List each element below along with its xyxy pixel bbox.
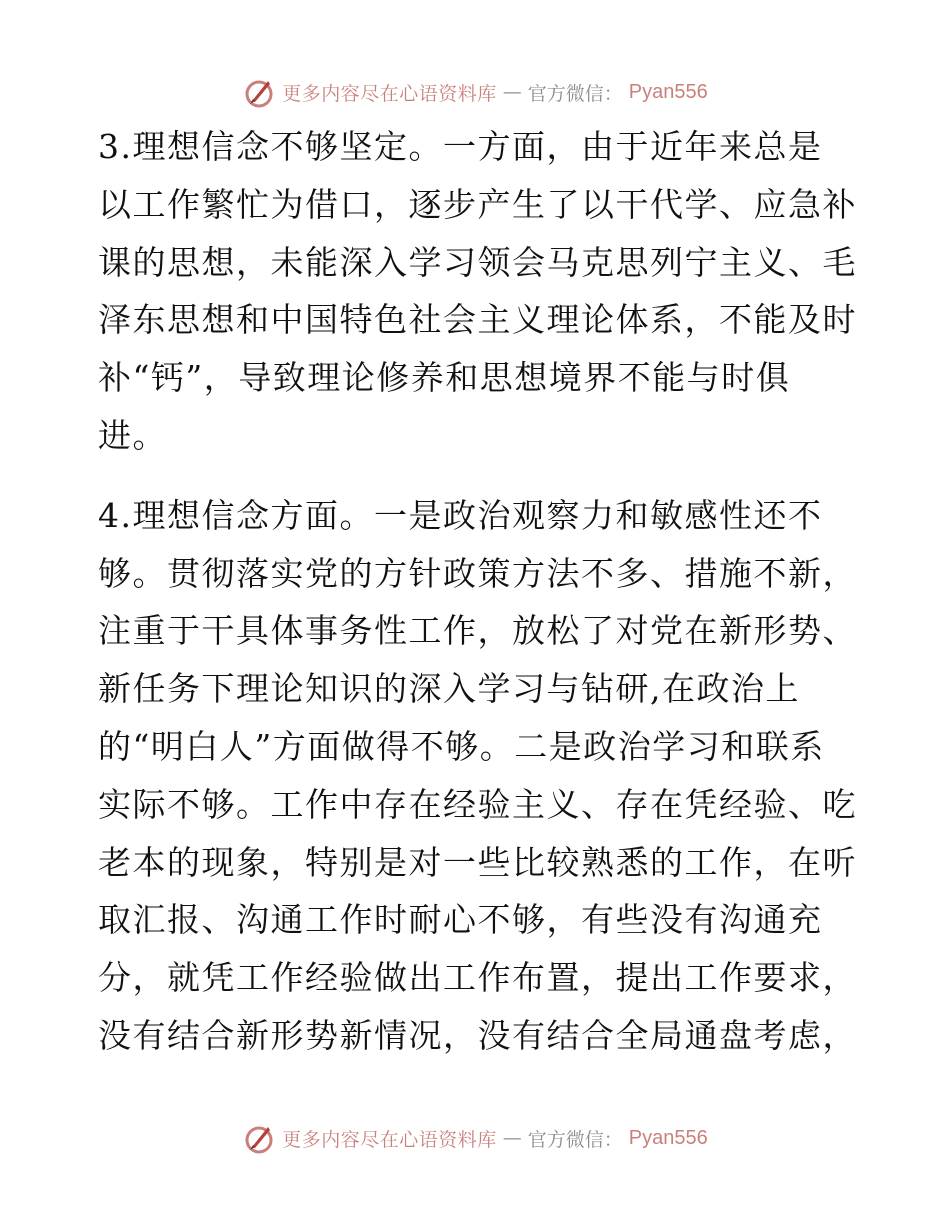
text-line: 泽东思想和中国特色社会主义理论体系，不能及时 [98, 300, 857, 340]
text-line: 进。 [98, 415, 167, 455]
text-line: 注重于干具体事务性工作，放松了对党在新形势、 [98, 611, 857, 651]
quill-logo-icon [242, 1121, 276, 1155]
text-line: 新任务下理论知识的深入学习与钻研,在政治上 [98, 669, 800, 709]
watermark-wechat-label: 官方微信： [527, 1128, 623, 1151]
watermark-separator: — [502, 81, 522, 103]
watermark-separator: — [502, 1127, 522, 1149]
watermark-title: 更多内容尽在心语资料库 [282, 82, 497, 105]
text-line: 3.理想信念不够坚定。一方面，由于近年来总是 [98, 127, 823, 166]
text-line: 没有结合新形势新情况，没有结合全局通盘考虑， [98, 1015, 857, 1055]
header-watermark [0, 72, 950, 112]
text-line: 老本的现象，特别是对一些比较熟悉的工作，在听 [98, 842, 857, 882]
text-line: 课的思想，未能深入学习领会马克思列宁主义、毛 [98, 242, 857, 282]
quill-logo-icon [242, 75, 276, 109]
text-line: 实际不够。工作中存在经验主义、存在凭经验、吃 [98, 784, 857, 824]
text-line: 以工作繁忙为借口，逐步产生了以干代学、应急补 [98, 184, 857, 224]
watermark-title: 更多内容尽在心语资料库 [282, 1128, 497, 1151]
watermark-wechat-id: Pyan556 [628, 80, 708, 103]
text-line: 补“钙”，导致理论修养和思想境界不能与时俱 [98, 358, 791, 398]
watermark-wechat-id: Pyan556 [628, 1126, 708, 1149]
watermark-wechat-label: 官方微信： [527, 82, 623, 105]
text-line: 4.理想信念方面。一是政治观察力和敏感性还不 [98, 495, 823, 535]
paragraph-3 [98, 118, 858, 465]
text-line: 的“明白人”方面做得不够。二是政治学习和联系 [98, 726, 825, 766]
text-line: 取汇报、沟通工作时耐心不够，有些没有沟通充 [98, 900, 823, 940]
paragraph-spacer [98, 465, 858, 487]
document-body [98, 118, 858, 1065]
footer-watermark [0, 1118, 950, 1158]
text-line: 分，就凭工作经验做出工作布置，提出工作要求， [98, 958, 857, 998]
paragraph-4 [98, 487, 858, 1065]
text-line: 够。贯彻落实党的方针政策方法不多、措施不新， [98, 553, 857, 593]
